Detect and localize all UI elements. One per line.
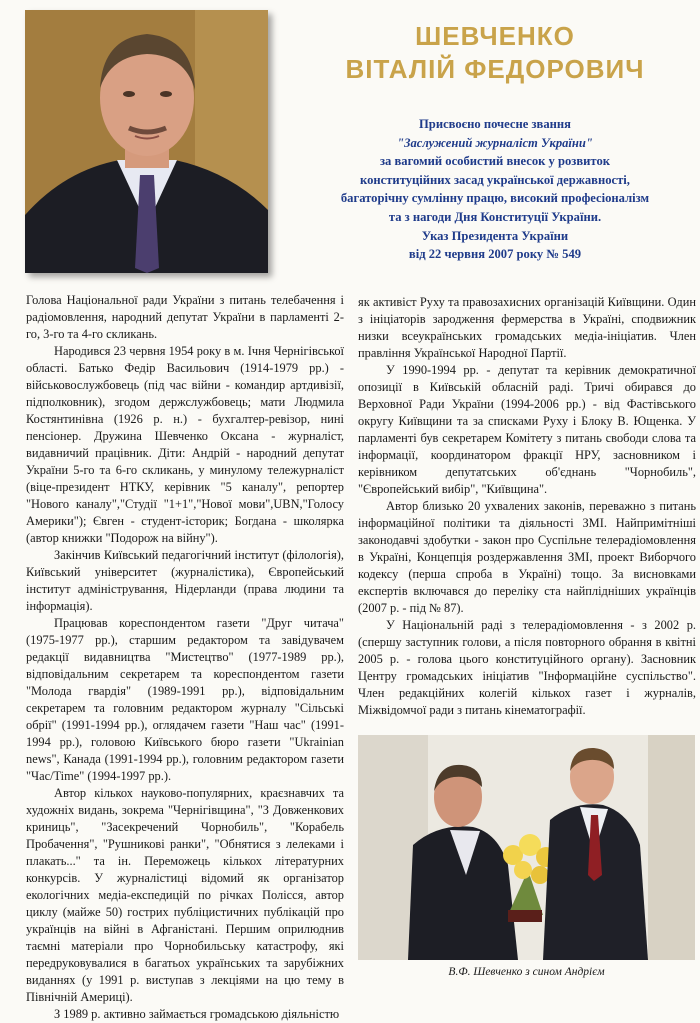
paragraph: Автор близько 20 ухвалених законів, переважно з питань інформаційної політики та діяльності ЗМІ. Найпримітніші законодавчі здобутки - закон про Суспільне телерадіомовлення в Україні, Концепція роздержавлення ЗМІ, проект Виборчого кодексу (перша спроба в Україні) тощо. За висновками експертів включався до переліку ста найплідніших українців (2007 р. - під № 87).	[358, 499, 696, 615]
paragraph: Голова Національної ради України з питань телебачення і радіомовлення, народний депутат України в парламенті 2-го, 3-го та 4-го скликань.	[26, 293, 344, 341]
award-line: та з нагоди Дня Конституції України.	[388, 209, 602, 224]
paragraph: У Національній раді з телерадіомовлення - з 2002 р. (спершу заступник голови, а після повторного обрання в квітні 2005 р. - голова цього конституційного органу). Засновник Центру громадських ініціатив "Інформаційне суспільство". Член редакційних колегій кількох газет і журналів, Міжвідомчої ради з питань кінематографії.	[358, 618, 696, 717]
award-line: за вагомий особистий внесок у розвиток	[379, 154, 610, 169]
award-statement	[300, 115, 690, 264]
left-column	[26, 292, 344, 1023]
paragraph: З 1989 р. активно займається громадською діяльністю	[54, 1007, 340, 1021]
father-son-photo	[358, 735, 695, 960]
award-line: конституційних засад української державності,	[360, 172, 630, 187]
portrait-photo	[25, 10, 268, 273]
paragraph: Працював кореспондентом газети "Друг читача" (1975-1977 рр.), старшим редактором та завідувачем редакції видавництва "Мистецтво" (1977-1989 рр.), відповідальним секретарем та кореспондентом газети "Молода гвардія" (1989-1991 рр.), відповідальним секретарем та головним редактором журналу "Сільські обрії" (1991-1994 рр.), оглядачем газети "Наш час" (1991-1994 рр.), головою Київського бюро газети "Ukrainian news", Канада (1991-1994 рр.), головним редактором газети "Час/Time" (1994-1997 рр.).	[26, 616, 344, 783]
award-title: "Заслужений журналіст України"	[397, 135, 593, 150]
award-line: багаторічну сумлінну працю, високий професіоналізм	[340, 191, 650, 206]
decree-line: Указ Президента України	[421, 228, 569, 243]
paragraph: як активіст Руху та правозахисних організацій Київщини. Один з ініціаторів зародження фермерства в Україні, сподвижник низки всеукраїнських громадських медіа-ініціатив. Член правління Української Народної Партії.	[358, 295, 696, 360]
photo-caption: В.Ф. Шевченко з сином Андрієм	[448, 966, 605, 978]
paragraph: У 1990-1994 рр. - депутат та керівник демократичної опозиції в Київській обласній раді. Тричі обирався до Верховної Ради України (1994-2006 рр.) - від Фастівського округу Київщини та за списками Руху і Блоку В. Ющенка. У парламенті був секретарем Комітету з питань свободи слова та інформації, координатором фракції НРУ, засновником і керівником депутатських об'єднань "Чорнобиль", "Європейський вибір", "Київщина".	[358, 363, 696, 496]
paragraph: Закінчив Київський педагогічний інститут (філологія), Київський університет (журналістика), Європейський інститут адміністрування, Нідерланди (права людини та інформація).	[26, 548, 344, 613]
right-column	[358, 294, 696, 719]
paragraph: Народився 23 червня 1954 року в м. Ічня Чернігівської області. Батько Федір Васильович (1914-1979 рр.) - військовослужбовець (під час війни - командир артдивізії, підполковник), згодом держслужбовець; мати Людмила Костянтинівна (1926 р. н.) - бухгалтер-ревізор, нині пенсіонер. Дружина Шевченко Оксана - журналіст, видавничий працівник. Діти: Андрій - народний депутат України 5-го та 6-го скликань, у минулому тележурналіст (віце-президент НТКУ, керівник "5 каналу", репортер "Нового каналу","Студії "1+1","Нової мови",UBN,"Голосу Америки"); Євген - студент-історик; Богдана - школярка (автор книжки "Подорож на війну").	[26, 344, 344, 545]
given-names: ВІТАЛІЙ ФЕДОРОВИЧ	[345, 54, 645, 84]
award-line: Присвоєно почесне звання	[419, 117, 571, 131]
decree-date: від 22 червня 2007 року № 549	[408, 247, 582, 262]
person-name	[300, 20, 690, 86]
paragraph: Автор кількох науково-популярних, краєзнавчих та художніх видань, зокрема "Чернігівщина", "З Довженкових криниць", "Засекречений Чорнобиль", "Корабель Пробачення", "Рушникові ранки", "Обнятися з лелеками і плакать..." та ін. Переможець кількох літературних конкурсів. У журналістиці відомий як організатор екологічних медіа-експедицій по річках Полісся, автор циклу (майже 50) гострих публіцистичних публікацій про українців на війні в Афганістані. Першим оприлюднив таємні матеріали про Чорнобильську катастрофу, які передруковувалися в багатьох українських та зарубіжних виданнях (у 1991 р. виступав з лекціями на цю тему в Північній Америці).	[26, 786, 344, 1004]
surname: ШЕВЧЕНКО	[415, 21, 575, 51]
